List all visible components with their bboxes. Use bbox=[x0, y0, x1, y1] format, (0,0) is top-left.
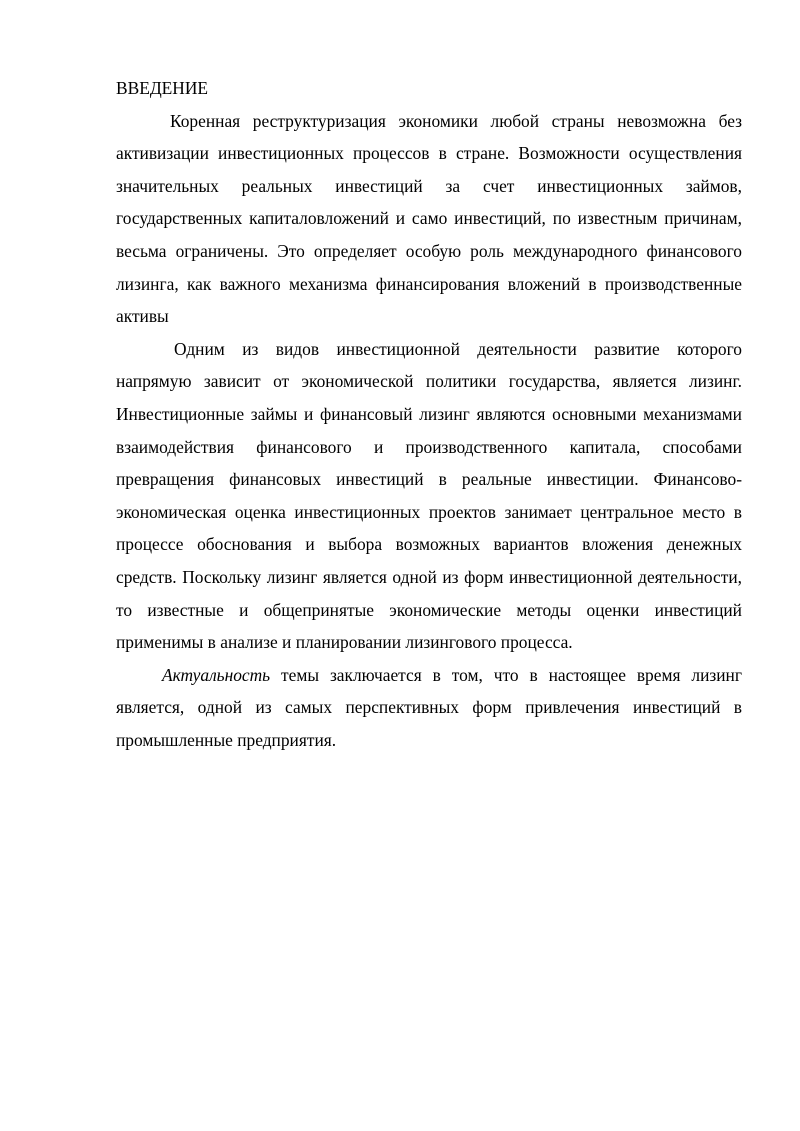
emphasis-term: Актуальность bbox=[162, 664, 271, 685]
paragraph-3 bbox=[116, 659, 742, 757]
section-heading: ВВЕДЕНИЕ bbox=[116, 78, 209, 98]
paragraph-3-text: темы заключается в том, что в настоящее время лизинг является, одной из самых перспективных форм привлечения инвестиций в промышленные предприятия. bbox=[116, 664, 742, 750]
document-body bbox=[116, 72, 742, 756]
paragraph-1: Коренная реструктуризация экономики любой страны невозможна без активизации инвестиционных процессов в стране. Возможности осуществления значительных реальных инвестиций за счет инвестиционных займов, государственных капиталовложений и само инвестиций, по известным причинам, весьма ограничены. Это определяет особую роль международного финансового лизинга, как важного механизма финансирования вложений в производственные активы bbox=[116, 110, 742, 327]
paragraph-2: Одним из видов инвестиционной деятельности развитие которого напрямую зависит от экономической политики государства, является лизинг. Инвестиционные займы и финансовый лизинг являются основными механизмами взаимодействия финансового и производственного капитала, способами превращения финансовых инвестиций в реальные инвестиции. Финансово-экономическая оценка инвестиционных проектов занимает центральное место в процессе обоснования и выбора возможных вариантов вложения денежных средств. Поскольку лизинг является одной из форм инвестиционной деятельности, то известные и общепринятые экономические методы оценки инвестиций применимы в анализе и планировании лизингового процесса. bbox=[116, 338, 742, 653]
